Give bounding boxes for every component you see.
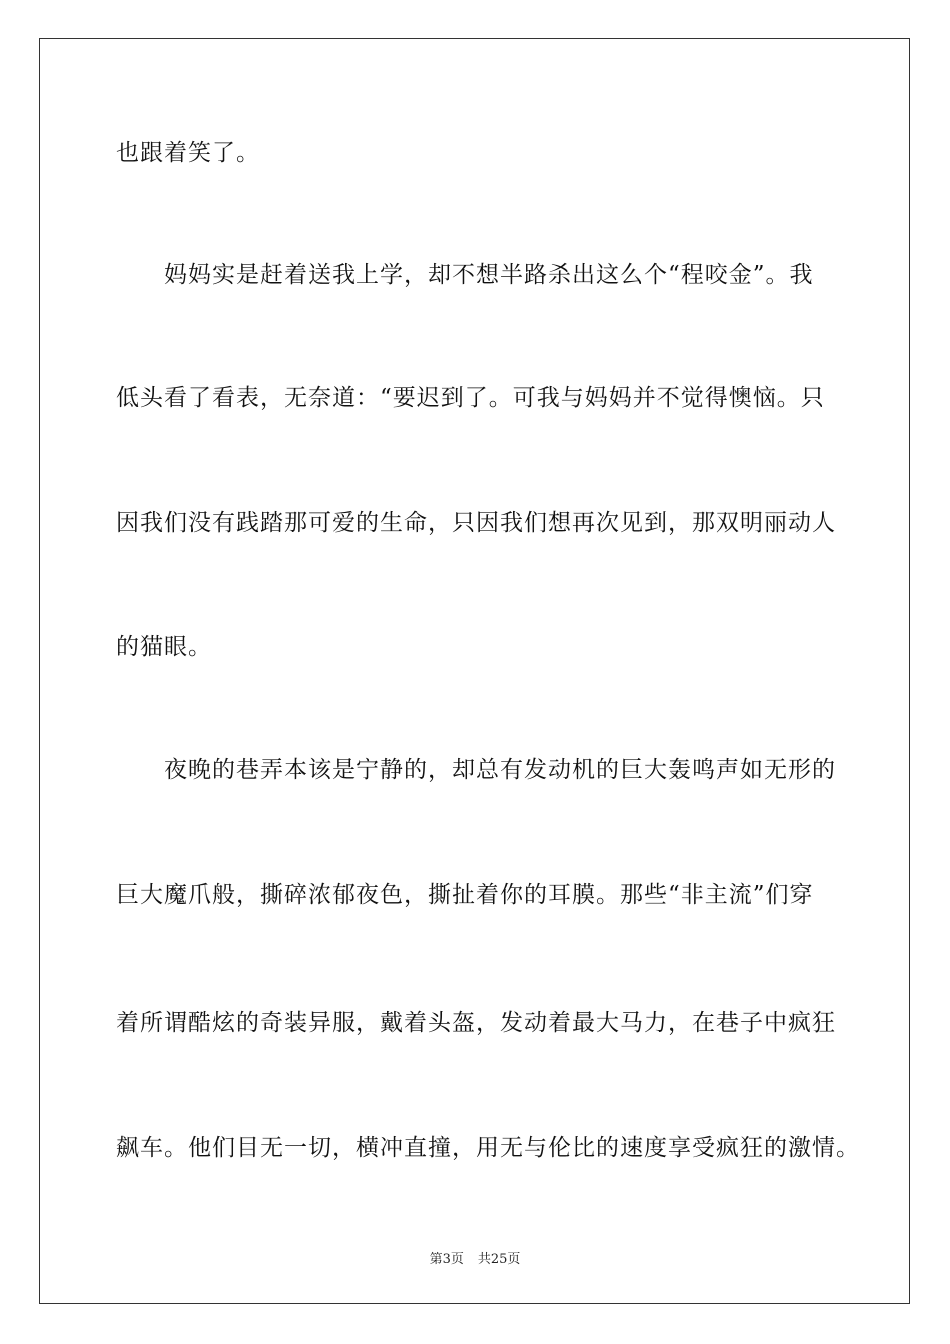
text-line-4: 因我们没有践踏那可爱的生命，只因我们想再次见到，那双明丽动人 <box>116 510 836 536</box>
page-number: 第3页 <box>429 1252 464 1267</box>
text-line-8: 着所谓酷炫的奇装异服，戴着头盔，发动着最大马力，在巷子中疯狂 <box>116 1010 836 1036</box>
text-line-3: 低头看了看表，无奈道：“要迟到了。可我与妈妈并不觉得懊恼。只 <box>116 385 825 411</box>
text-line-9: 飙车。他们目无一切，横冲直撞，用无与伦比的速度享受疯狂的激情。 <box>116 1135 860 1161</box>
text-line-7: 巨大魔爪般，撕碎浓郁夜色，撕扯着你的耳膜。那些“非主流”们穿 <box>116 882 814 908</box>
text-line-1: 也跟着笑了。 <box>116 140 260 166</box>
page-total: 共25页 <box>477 1252 521 1267</box>
text-line-5: 的猫眼。 <box>116 634 212 660</box>
text-line-2: 妈妈实是赶着送我上学，却不想半路杀出这么个“程咬金”。我 <box>116 262 814 288</box>
text-line-6: 夜晚的巷弄本该是宁静的，却总有发动机的巨大轰鸣声如无形的 <box>116 757 836 783</box>
page-border <box>39 38 910 1304</box>
page-footer <box>0 1248 950 1267</box>
